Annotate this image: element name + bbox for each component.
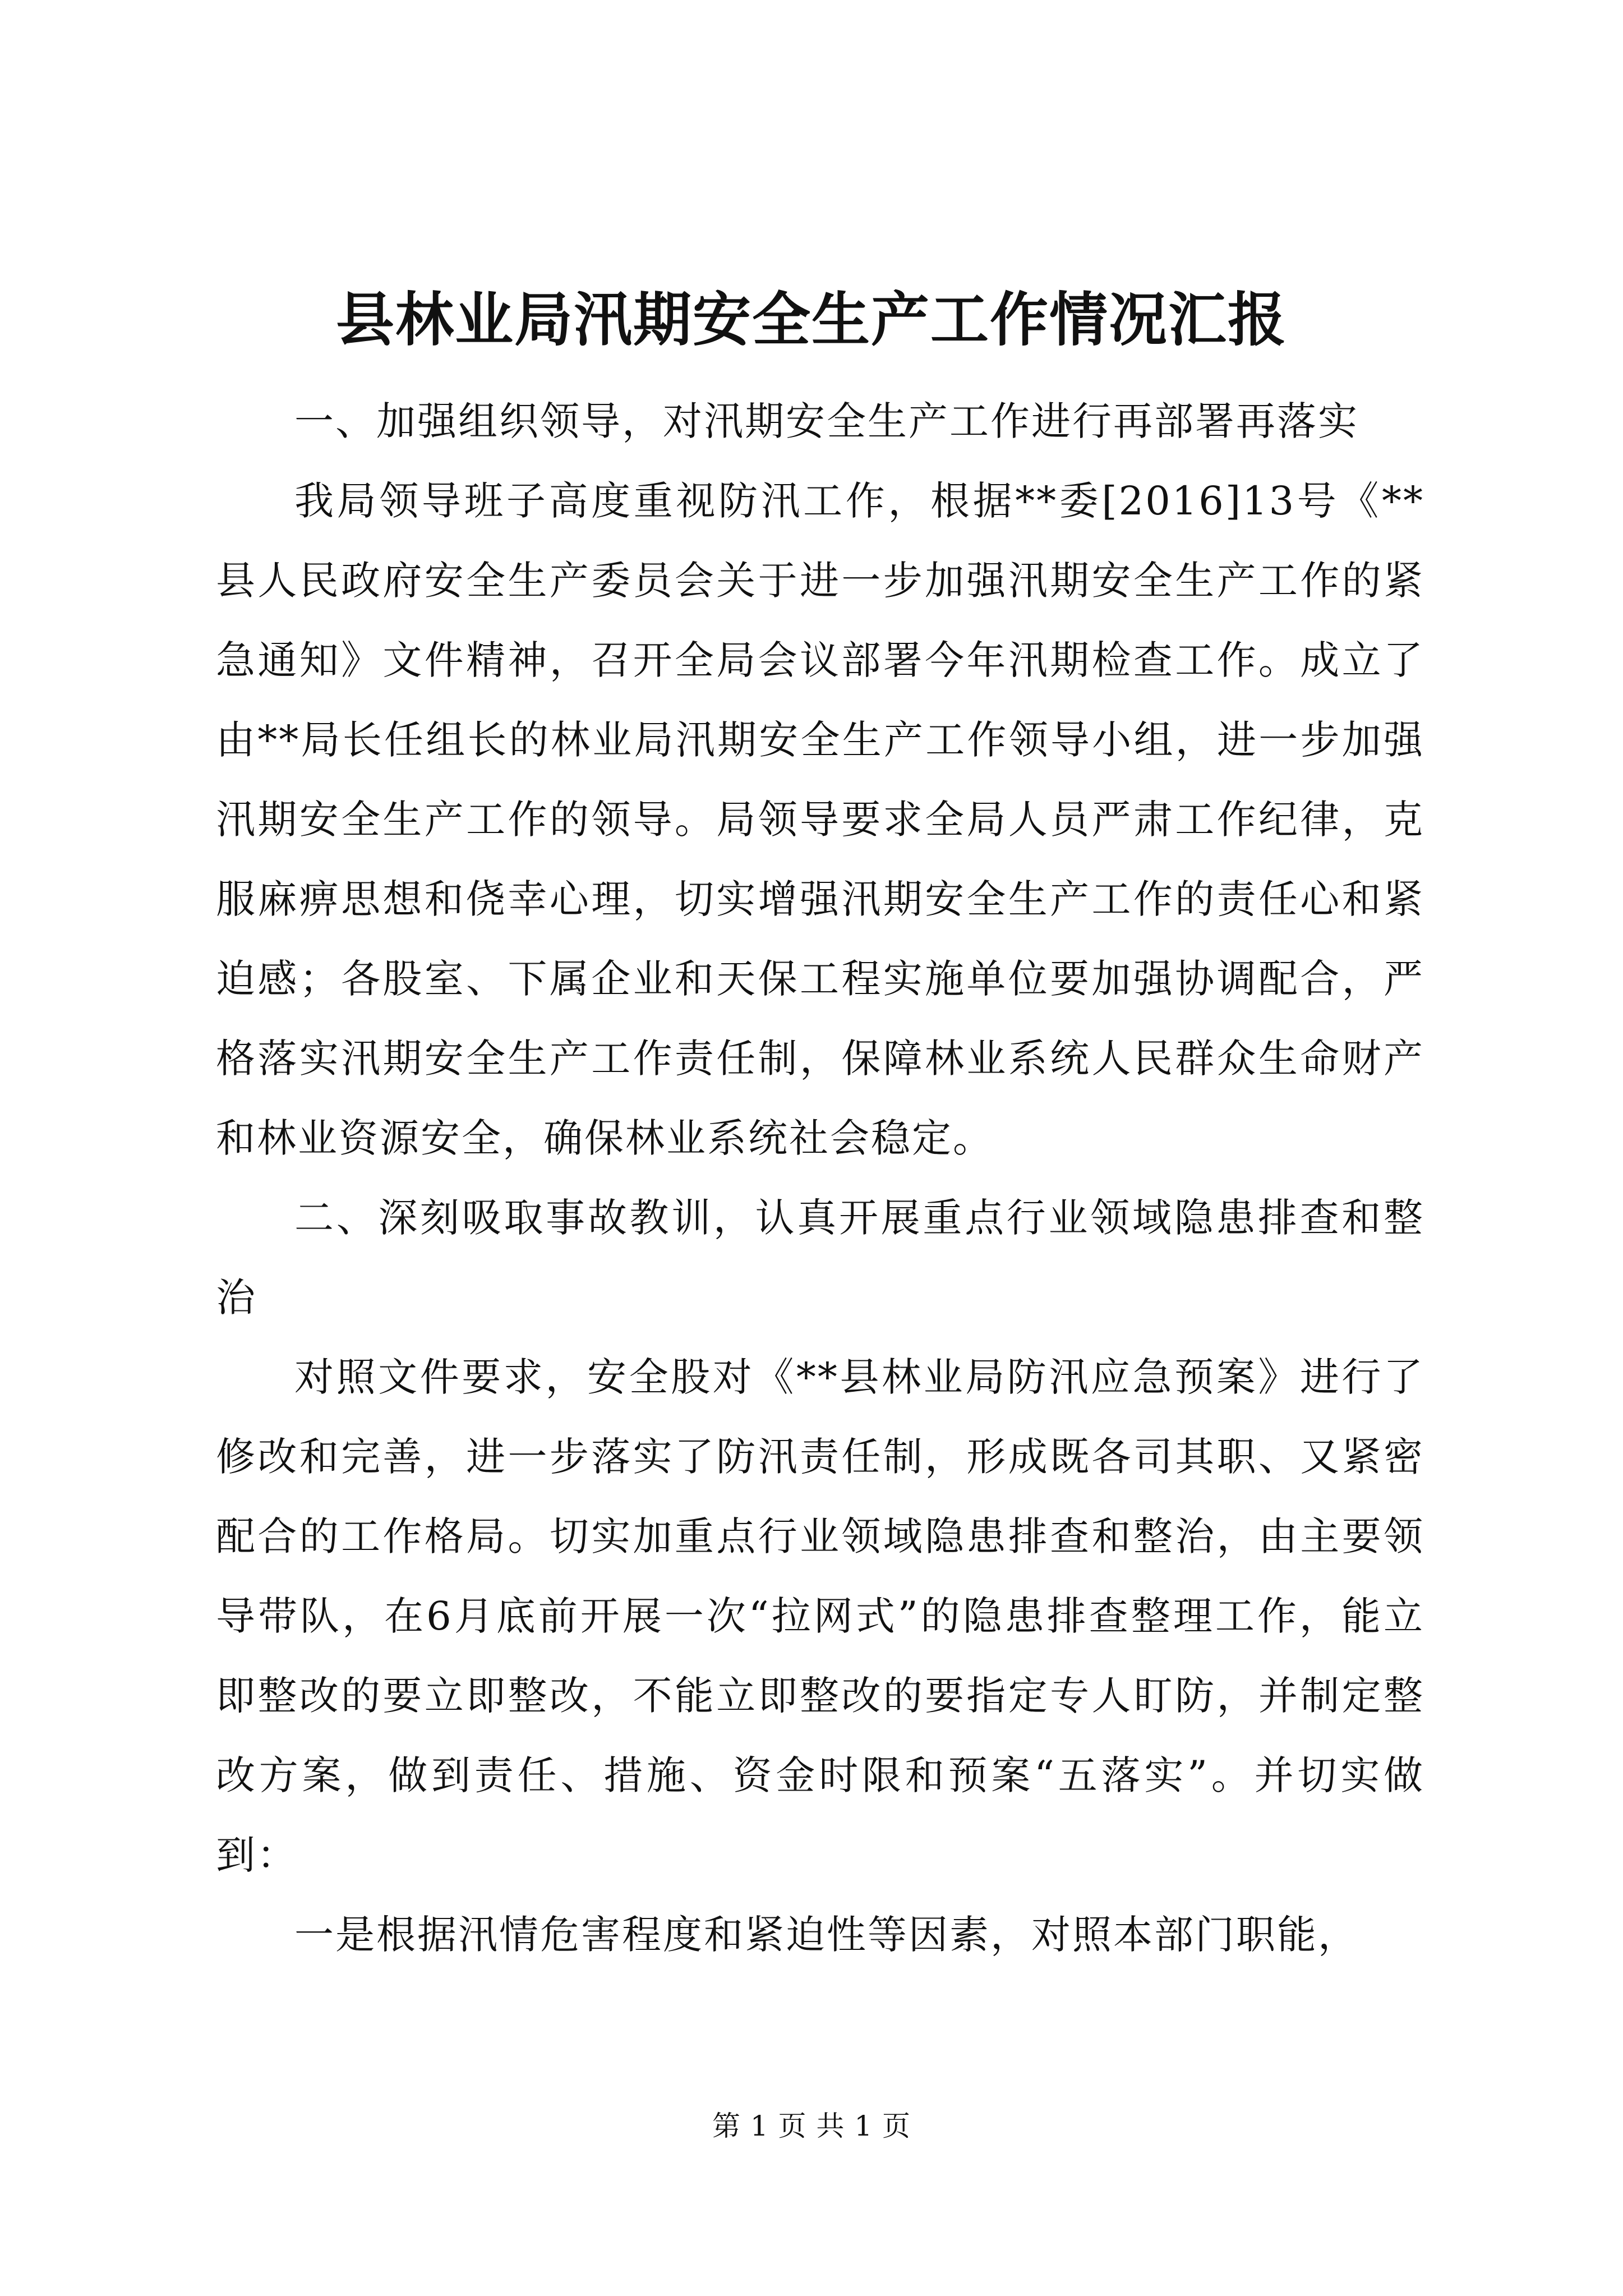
paragraph-3: 一是根据汛情危害程度和紧迫性等因素，对照本部门职能， xyxy=(294,1912,1359,1958)
page-footer: 第 1 页 共 1 页 xyxy=(712,2110,911,2142)
paragraph-2: 对照文件要求，安全股对《**县林业局防汛应急预案》进行了修改和完善，进一步落实了防汛责任制，形成既各司其职、又紧密配合的工作格局。切实加重点行业领域隐患排查和整治，由主要领导带队，在6月底前开展一次“拉网式”的隐患排查整理工作，能立即整改的要立即整改，不能立即整改的要指定专人盯防，并制定整改方案，做到责任、措施、资金时限和预案“五落实”。并切实做到： xyxy=(216,1354,1424,1878)
document-title: 县林业局汛期安全生产工作情况汇报 xyxy=(335,285,1287,354)
document-body xyxy=(216,381,1424,1975)
paragraph-1: 我局领导班子高度重视防汛工作，根据**委[2016]13号《**县人民政府安全生产委员会关于进一步加强汛期安全生产工作的紧急通知》文件精神，召开全局会议部署今年汛期检查工作。成立了由**局长任组长的林业局汛期安全生产工作领导小组，进一步加强汛期安全生产工作的领导。局领导要求全局人员严肃工作纪律，克服麻痹思想和侥幸心理，切实增强汛期安全生产工作的责任心和紧迫感；各股室、下属企业和天保工程实施单位要加强协调配合，严格落实汛期安全生产工作责任制，保障林业系统人民群众生命财产和林业资源安全，确保林业系统社会稳定。 xyxy=(216,478,1424,1161)
section-heading-2: 二、深刻吸取事故教训，认真开展重点行业领域隐患排查和整治 xyxy=(216,1195,1424,1320)
section-heading-1: 一、加强组织领导，对汛期安全生产工作进行再部署再落实 xyxy=(294,398,1359,444)
